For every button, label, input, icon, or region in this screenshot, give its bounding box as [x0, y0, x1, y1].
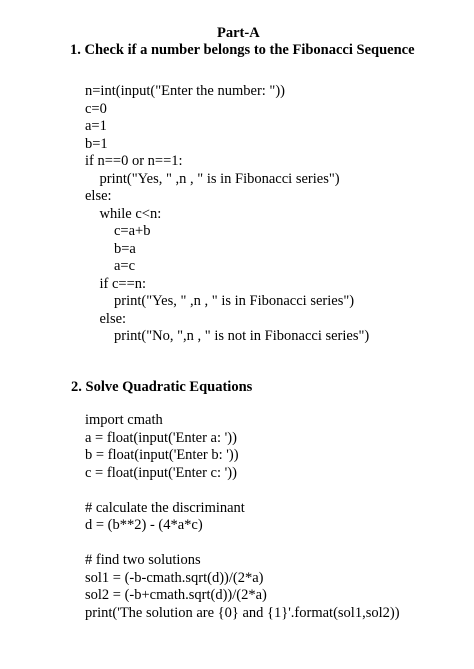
part-title: Part-A — [217, 25, 260, 41]
section-1-code: n=int(input("Enter the number: ")) c=0 a=1 b=1 if n==0 or n==1: print("Yes, " ,n , " is in Fibonacci series") else: while c<n: c=a+b b=a a=c if c==n: print("Yes, " ,n , " is in Fibonacci series") else: print("No, ",n , " is not in Fibonacci series") — [85, 83, 370, 344]
section-2-title: 2. Solve Quadratic Equations — [71, 379, 253, 395]
section-1-title: 1. Check if a number belongs to the Fibonacci Sequence — [70, 42, 415, 58]
section-2-code: import cmath a = float(input('Enter a: ')) b = float(input('Enter b: ')) c = float(input('Enter c: ')) # calculate the discriminant d = (b**2) - (4*a*c) # find two solutions sol1 = (-b-cmath.sqrt(d))/(2*a) sol2 = (-b+cmath.sqrt(d))/(2*a) print('The solution are {0} and {1}'.format(sol1,sol2)) — [85, 412, 400, 621]
